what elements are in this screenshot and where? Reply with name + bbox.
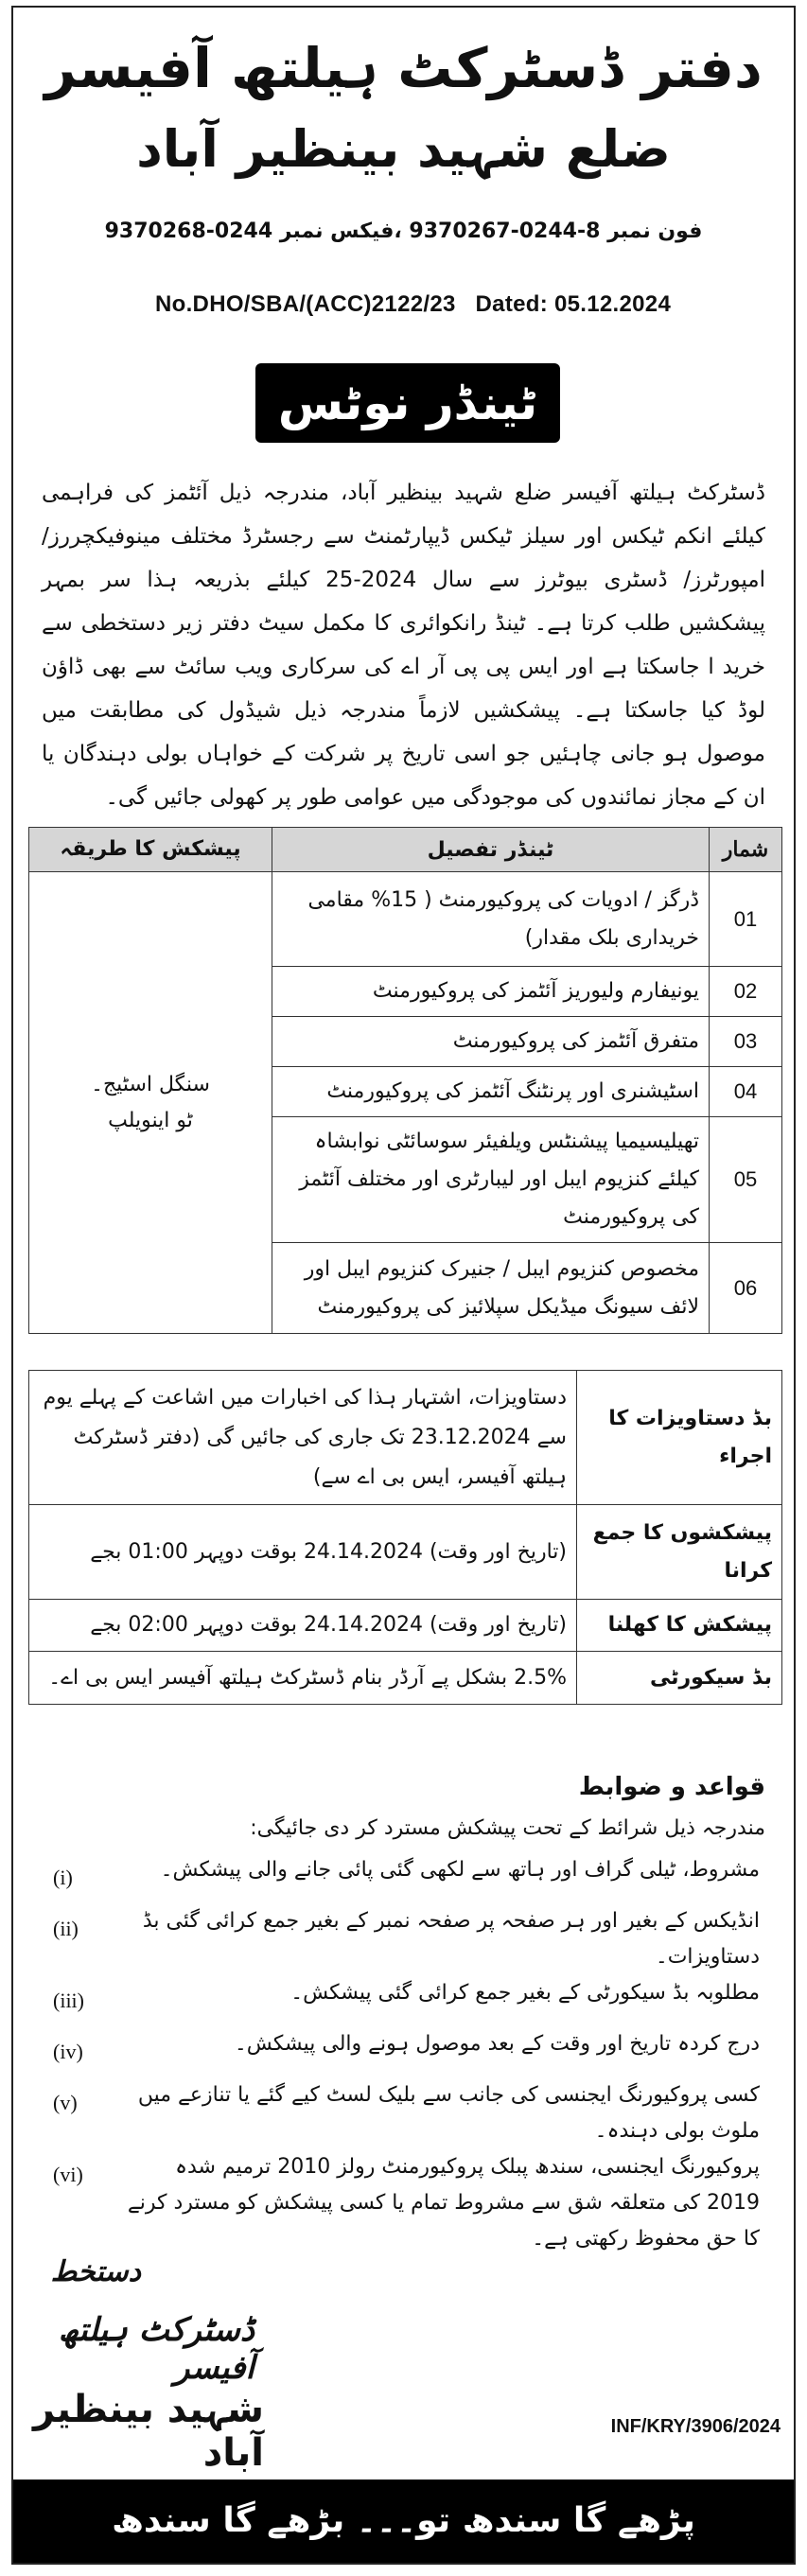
schedule-row: [29, 1371, 782, 1505]
tender-table-header: [29, 828, 782, 872]
office-title: دفتر ڈسٹرکٹ ہیلتھ آفیسر: [44, 36, 763, 100]
rule-text: مشروط، ٹیلی گراف اور ہاتھ سے لکھی گئی پائی جانے والی پیشکش۔: [160, 1858, 760, 1882]
rule-text: پروکیورنگ ایجنسی، سندھ پبلک پروکیورمنٹ رولز 2010 ترمیم شدہ 2019 کی متعلقہ شق سے مشروط تمام یا کسی پیشکش کو مسترد کرنے کا حق محفوظ رکھتی ہے۔: [127, 2155, 760, 2251]
rule-number: (ii): [53, 1917, 79, 1940]
signatory-place: شہید بینظیر آباد: [33, 2388, 264, 2475]
row-details: متفرق آئٹمز کی پروکیورمنٹ: [272, 1017, 710, 1067]
schedule-value: (تاریخ اور وقت) 24.14.2024 بوقت دوپہر 01:00 بجے: [29, 1505, 577, 1600]
rule-number: (iii): [53, 1989, 84, 2012]
row-number: 06: [710, 1243, 782, 1334]
row-number: 01: [710, 872, 782, 967]
rule-item: [26, 2026, 781, 2077]
district-title: ضلع شہید بینظیر آباد: [136, 119, 671, 179]
signature-label: دستخط: [50, 2255, 141, 2288]
row-number: 02: [710, 967, 782, 1017]
intro-paragraph: ڈسٹرکٹ ہیلتھ آفیسر ضلع شہید بینظیر آباد، مندرجہ ذیل آئٹمز کی فراہمی کیلئے انکم ٹیکس اور سیلز ٹیکس ڈیپارٹمنٹ سے رجسٹرڈ مختلف مینوفیکچررز/ امپورٹرز/ ڈسٹری بیوٹرز سے سال 2024-25 کیلئے بذریعہ ہذا سر بمہر پیشکشیں طلب کرتا ہے۔ ٹینڈ رانکوائری کا مکمل سیٹ دفتر زیر دستخطی سے خرید ا جاسکتا ہے اور ایس پی پی آر اے کی سرکاری ویب سائٹ سے بھی ڈاؤن لوڈ کیا جاسکتا ہے۔ پیشکشیں لازماً مندرجہ ذیل شیڈول کی مطابقت میں موصول ہو جانی چاہئیں جو اسی تاریخ پر شرکت کے خواہاں بولی دہندگان یا ان کے مجاز نمائندوں کی موجودگی میں عوامی طور پر کھولی جائیں گی۔: [42, 481, 765, 810]
tender-notice-heading: ٹینڈر نوٹس: [255, 363, 560, 443]
notice-date: Dated: 05.12.2024: [475, 291, 672, 317]
contact-line: فون نمبر 8-0244-9370267 ،فیکس نمبر 0244-9370268: [104, 219, 703, 243]
header-details: ٹینڈر تفصیل: [272, 828, 710, 872]
reference-line: [155, 291, 671, 318]
schedule-table: [28, 1370, 782, 1705]
header-number: شمار: [710, 828, 782, 872]
schedule-label: بڈ سیکورٹی: [577, 1652, 782, 1705]
tender-table: [28, 827, 782, 1334]
rule-number: (i): [53, 1866, 73, 1889]
schedule-row: [29, 1652, 782, 1705]
schedule-row: [29, 1600, 782, 1652]
rule-number: (v): [53, 2091, 78, 2114]
row-number: 03: [710, 1017, 782, 1067]
schedule-value: (تاریخ اور وقت) 24.14.2024 بوقت دوپہر 02:00 بجے: [29, 1600, 577, 1652]
rule-item: [26, 1975, 781, 2026]
schedule-label: پیشکش کا کھلنا: [577, 1600, 782, 1652]
reference-number: No.DHO/SBA/(ACC)2122/23: [155, 291, 456, 317]
signatory-title: ڈسٹرکٹ ہیلتھ آفیسر: [58, 2311, 254, 2387]
rules-intro: مندرجہ ذیل شرائط کے تحت پیشکش مسترد کر دی جائیگی:: [250, 1816, 765, 1840]
row-details: تھیلیسیمیا پیشنٹس ویلفیئر سوسائٹی نوابشاہ کیلئے کنزیوم ایبل اور لیبارٹری اور مختلف آئٹمز کی پروکیورمنٹ: [272, 1117, 710, 1243]
rule-text: کسی پروکیورنگ ایجنسی کی جانب سے بلیک لسٹ کیے گئے یا تنازعے میں ملوث بولی دہندہ۔: [137, 2083, 760, 2143]
row-number: 05: [710, 1117, 782, 1243]
row-details: اسٹیشنری اور پرنٹنگ آئٹمز کی پروکیورمنٹ: [272, 1067, 710, 1117]
schedule-row: [29, 1505, 782, 1600]
schedule-label: بڈ دستاویزات کا اجراء: [577, 1371, 782, 1505]
rule-number: (iv): [53, 2040, 83, 2063]
rule-item: [26, 1903, 781, 1975]
rule-item: [26, 2077, 781, 2149]
rule-text: مطلوبہ بڈ سیکورٹی کے بغیر جمع کرائی گئی پیشکش۔: [290, 1981, 760, 2005]
rule-text: درج کردہ تاریخ اور وقت کے بعد موصول ہونے والی پیشکش۔: [234, 2032, 760, 2056]
table-row: [29, 872, 782, 967]
schedule-value: دستاویزات، اشتہار ہذا کی اخبارات میں اشاعت کے پہلے یوم سے 23.12.2024 تک جاری کی جائیں گی (دفتر ڈسٹرکٹ ہیلتھ آفیسر، ایس بی اے سے): [29, 1371, 577, 1505]
rule-number: (vi): [53, 2163, 83, 2186]
row-details: مخصوص کنزیوم ایبل / جنیرک کنزیوم ایبل اور لائف سیونگ میڈیکل سپلائیز کی پروکیورمنٹ: [272, 1243, 710, 1334]
inf-reference: INF/KRY/3906/2024: [610, 2416, 781, 2437]
bidding-method: [29, 872, 272, 1334]
tender-notice-page: [11, 6, 796, 2565]
schedule-value: 2.5% بشکل پے آرڈر بنام ڈسٹرکٹ ہیلتھ آفیسر ایس بی اے۔: [29, 1652, 577, 1705]
footer-slogan: پڑھے گا سندھ تو۔۔۔ بڑھے گا سندھ: [13, 2480, 794, 2563]
rules-list: [26, 1852, 781, 2257]
header-method: پیشکش کا طریقہ: [29, 828, 272, 872]
row-details: ڈرگز / ادویات کی پروکیورمنٹ ( 15% مقامی خریداری بلک مقدار): [272, 872, 710, 967]
rule-text: انڈیکس کے بغیر اور ہر صفحہ پر صفحہ نمبر کے بغیر جمع کرائی گئی بڈ دستاویزات۔: [142, 1909, 760, 1969]
method-envelope: ٹو اینویلپ: [108, 1108, 193, 1132]
row-details: یونیفارم ولیوریز آئٹمز کی پروکیورمنٹ: [272, 967, 710, 1017]
rule-item: [26, 1852, 781, 1903]
method-stage: سنگل اسٹیج۔: [91, 1072, 210, 1096]
rules-heading: قواعد و ضوابط: [578, 1773, 765, 1801]
schedule-label: پیشکشوں کا جمع کرانا: [577, 1505, 782, 1600]
row-number: 04: [710, 1067, 782, 1117]
rule-item: [26, 2149, 781, 2257]
